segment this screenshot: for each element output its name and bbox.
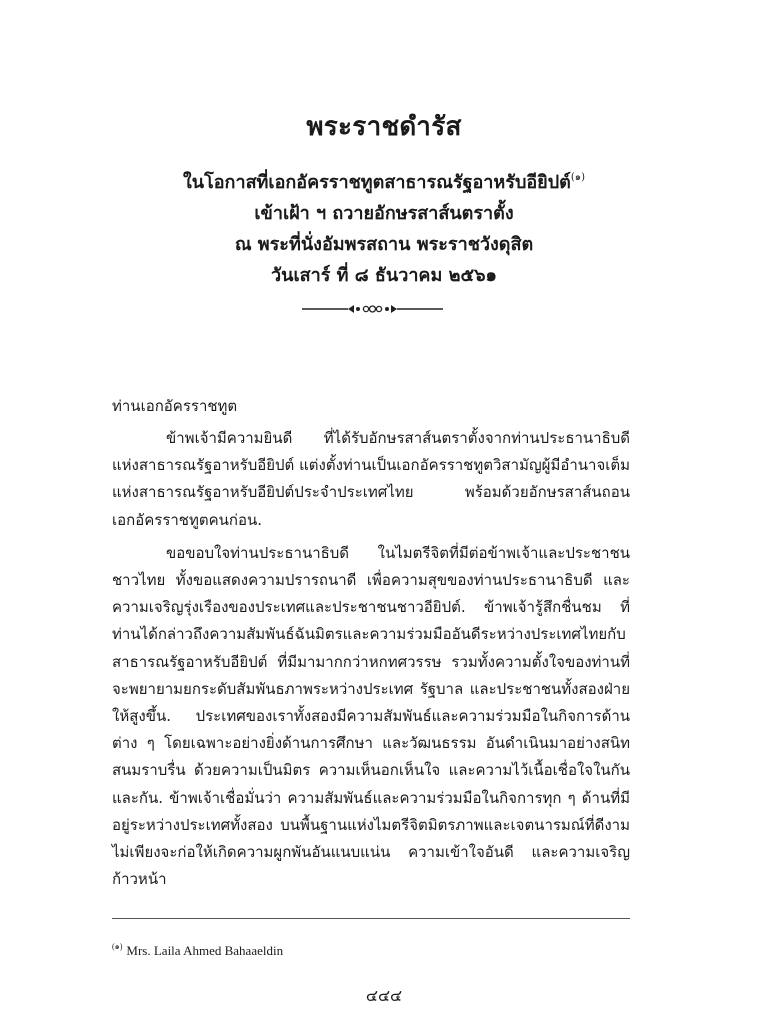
- salutation: ท่านเอกอัครราชทูต: [112, 397, 238, 415]
- paragraph-2: ขอขอบใจท่านประธานาธิบดี ในไมตรีจิตที่มีต่อข้าพเจ้าและประชาชนชาวไทย ทั้งขอแสดงความปรารถนาดี เพื่อความสุขของท่านประธานาธิบดี และความเจริญรุ่งเรืองของประเทศและประชาชนชาวอียิปต์. ข้าพเจ้ารู้สึกชื่นชม ที่ท่านได้กล่าวถึงความสัมพันธ์ฉันมิตรและความร่วมมืออันดีระหว่างประเทศไทยกับสาธารณรัฐอาหรับอียิปต์ ที่มีมามากกว่าหกทศวรรษ รวมทั้งความตั้งใจของท่านที่จะพยายามยกระดับสัมพันธภาพระหว่างประเทศ รัฐบาล และประชาชนทั้งสองฝ่ายให้สูงขึ้น. ประเทศของเราทั้งสองมีความสัมพันธ์และความร่วมมือในกิจการด้านต่าง ๆ โดยเฉพาะอย่างยิ่งด้านการศึกษา และวัฒนธรรม อันดำเนินมาอย่างสนิทสนมราบรื่น ด้วยความเป็นมิตร ความเห็นอกเห็นใจ และความไว้เนื้อเชื่อใจในกันและกัน. ข้าพเจ้าเชื่อมั่นว่า ความสัมพันธ์และความร่วมมือในกิจการทุก ๆ ด้านที่มีอยู่ระหว่างประเทศทั้งสอง บนพื้นฐานแห่งไมตรีจิตมิตรภาพและเจตนารมณ์ที่ดีงาม ไม่เพียงจะก่อให้เกิดความผูกพันอันแนบแน่น ความเข้าใจอันดี และความเจริญก้าวหน้า: [112, 543, 630, 889]
- page-number: ๔๔๔: [365, 986, 403, 1005]
- ornament-divider-icon: [300, 300, 445, 318]
- footnote-ref: (๑): [570, 172, 586, 183]
- subtitle-line-1-text: ในโอกาสที่เอกอัครราชทูตสาธารณรัฐอาหรับอียิปต์: [182, 172, 571, 193]
- subtitle-block: [0, 162, 768, 291]
- subtitle-line-4: วันเสาร์ ที่ ๘ ธันวาคม ๒๕๖๑: [271, 265, 497, 286]
- footnote-text: Mrs. Laila Ahmed Bahaaeldin: [126, 943, 284, 958]
- paragraph-1: ข้าพเจ้ามีความยินดี ที่ได้รับอักษรสาส์นตราตั้งจากท่านประธานาธิบดีแห่งสาธารณรัฐอาหรับอียิปต์ แต่งตั้งท่านเป็นเอกอัครราชทูตวิสามัญผู้มีอำนาจเต็มแห่งสาธารณรัฐอาหรับอียิปต์ประจำประเทศไทย พร้อมด้วยอักษรสาส์นถอนเอกอัครราชทูตคนก่อน.: [112, 429, 630, 529]
- subtitle-line-2: เข้าเฝ้า ฯ ถวายอักษรสาส์นตราตั้ง: [254, 203, 514, 224]
- footnote-separator: [112, 918, 630, 919]
- footnote-marker: (๑): [112, 942, 123, 951]
- page-title: พระราชดำรัส: [306, 112, 462, 142]
- subtitle-line-3: ณ พระที่นั่งอัมพรสถาน พระราชวังดุสิต: [234, 234, 534, 255]
- footnote: [112, 940, 283, 959]
- body-text: [112, 425, 630, 899]
- subtitle-line-1: [0, 162, 768, 198]
